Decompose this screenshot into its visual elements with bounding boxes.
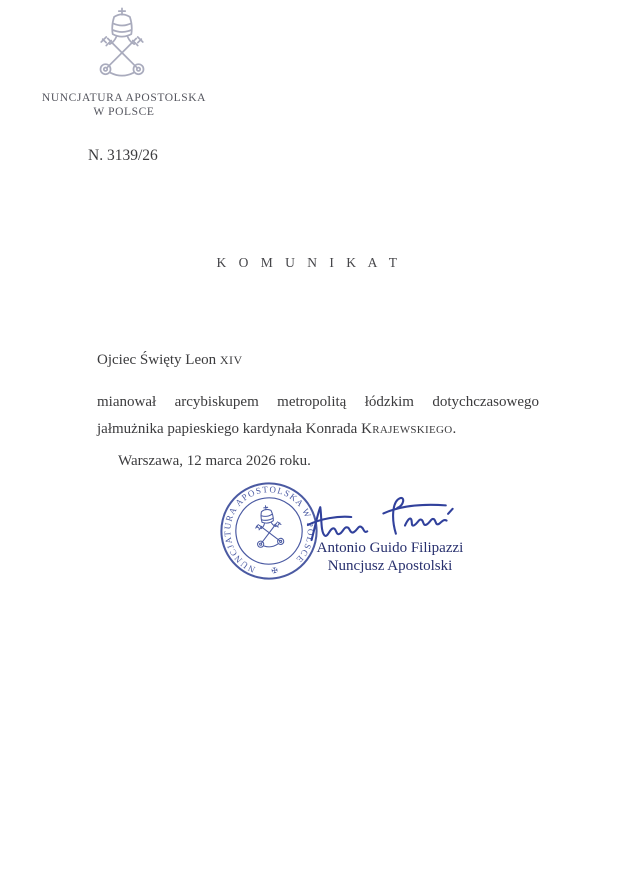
document-title: K O M U N I K A T xyxy=(216,255,402,270)
signatory-title: Nuncjusz Apostolski xyxy=(327,558,453,574)
cardinal-surname: Krajewskiego. xyxy=(361,421,457,437)
stamp-circular-text: NUNCJATURA APOSTOLSKA W POLSCE xyxy=(222,484,316,575)
salutation-text: Ojciec Święty Leon xyxy=(97,352,220,368)
dateline: Warszawa, 12 marca 2026 roku. xyxy=(118,453,311,469)
papal-numeral: XIV xyxy=(219,353,243,367)
appointment-text: mianował arcybiskupem metropolitą łódzkim dotychczasowego jałmużnika papieskiego kardynała Konrada xyxy=(97,394,539,437)
signatory-block xyxy=(300,539,480,575)
appointment-paragraph xyxy=(97,389,539,443)
stamp-cross-icon: ✠ xyxy=(270,565,279,576)
vatican-coat-of-arms-icon xyxy=(76,4,168,90)
letterhead-org-line2: W POLSCE xyxy=(93,106,155,118)
reference-number: N. 3139/26 xyxy=(88,147,158,164)
letterhead-org-line1: NUNCJATURA APOSTOLSKA xyxy=(41,92,207,104)
salutation-line xyxy=(97,352,243,369)
stamp-coat-of-arms-icon xyxy=(252,504,284,549)
letterhead xyxy=(26,91,222,119)
signatory-name: Antonio Guido Filipazzi xyxy=(316,540,464,556)
